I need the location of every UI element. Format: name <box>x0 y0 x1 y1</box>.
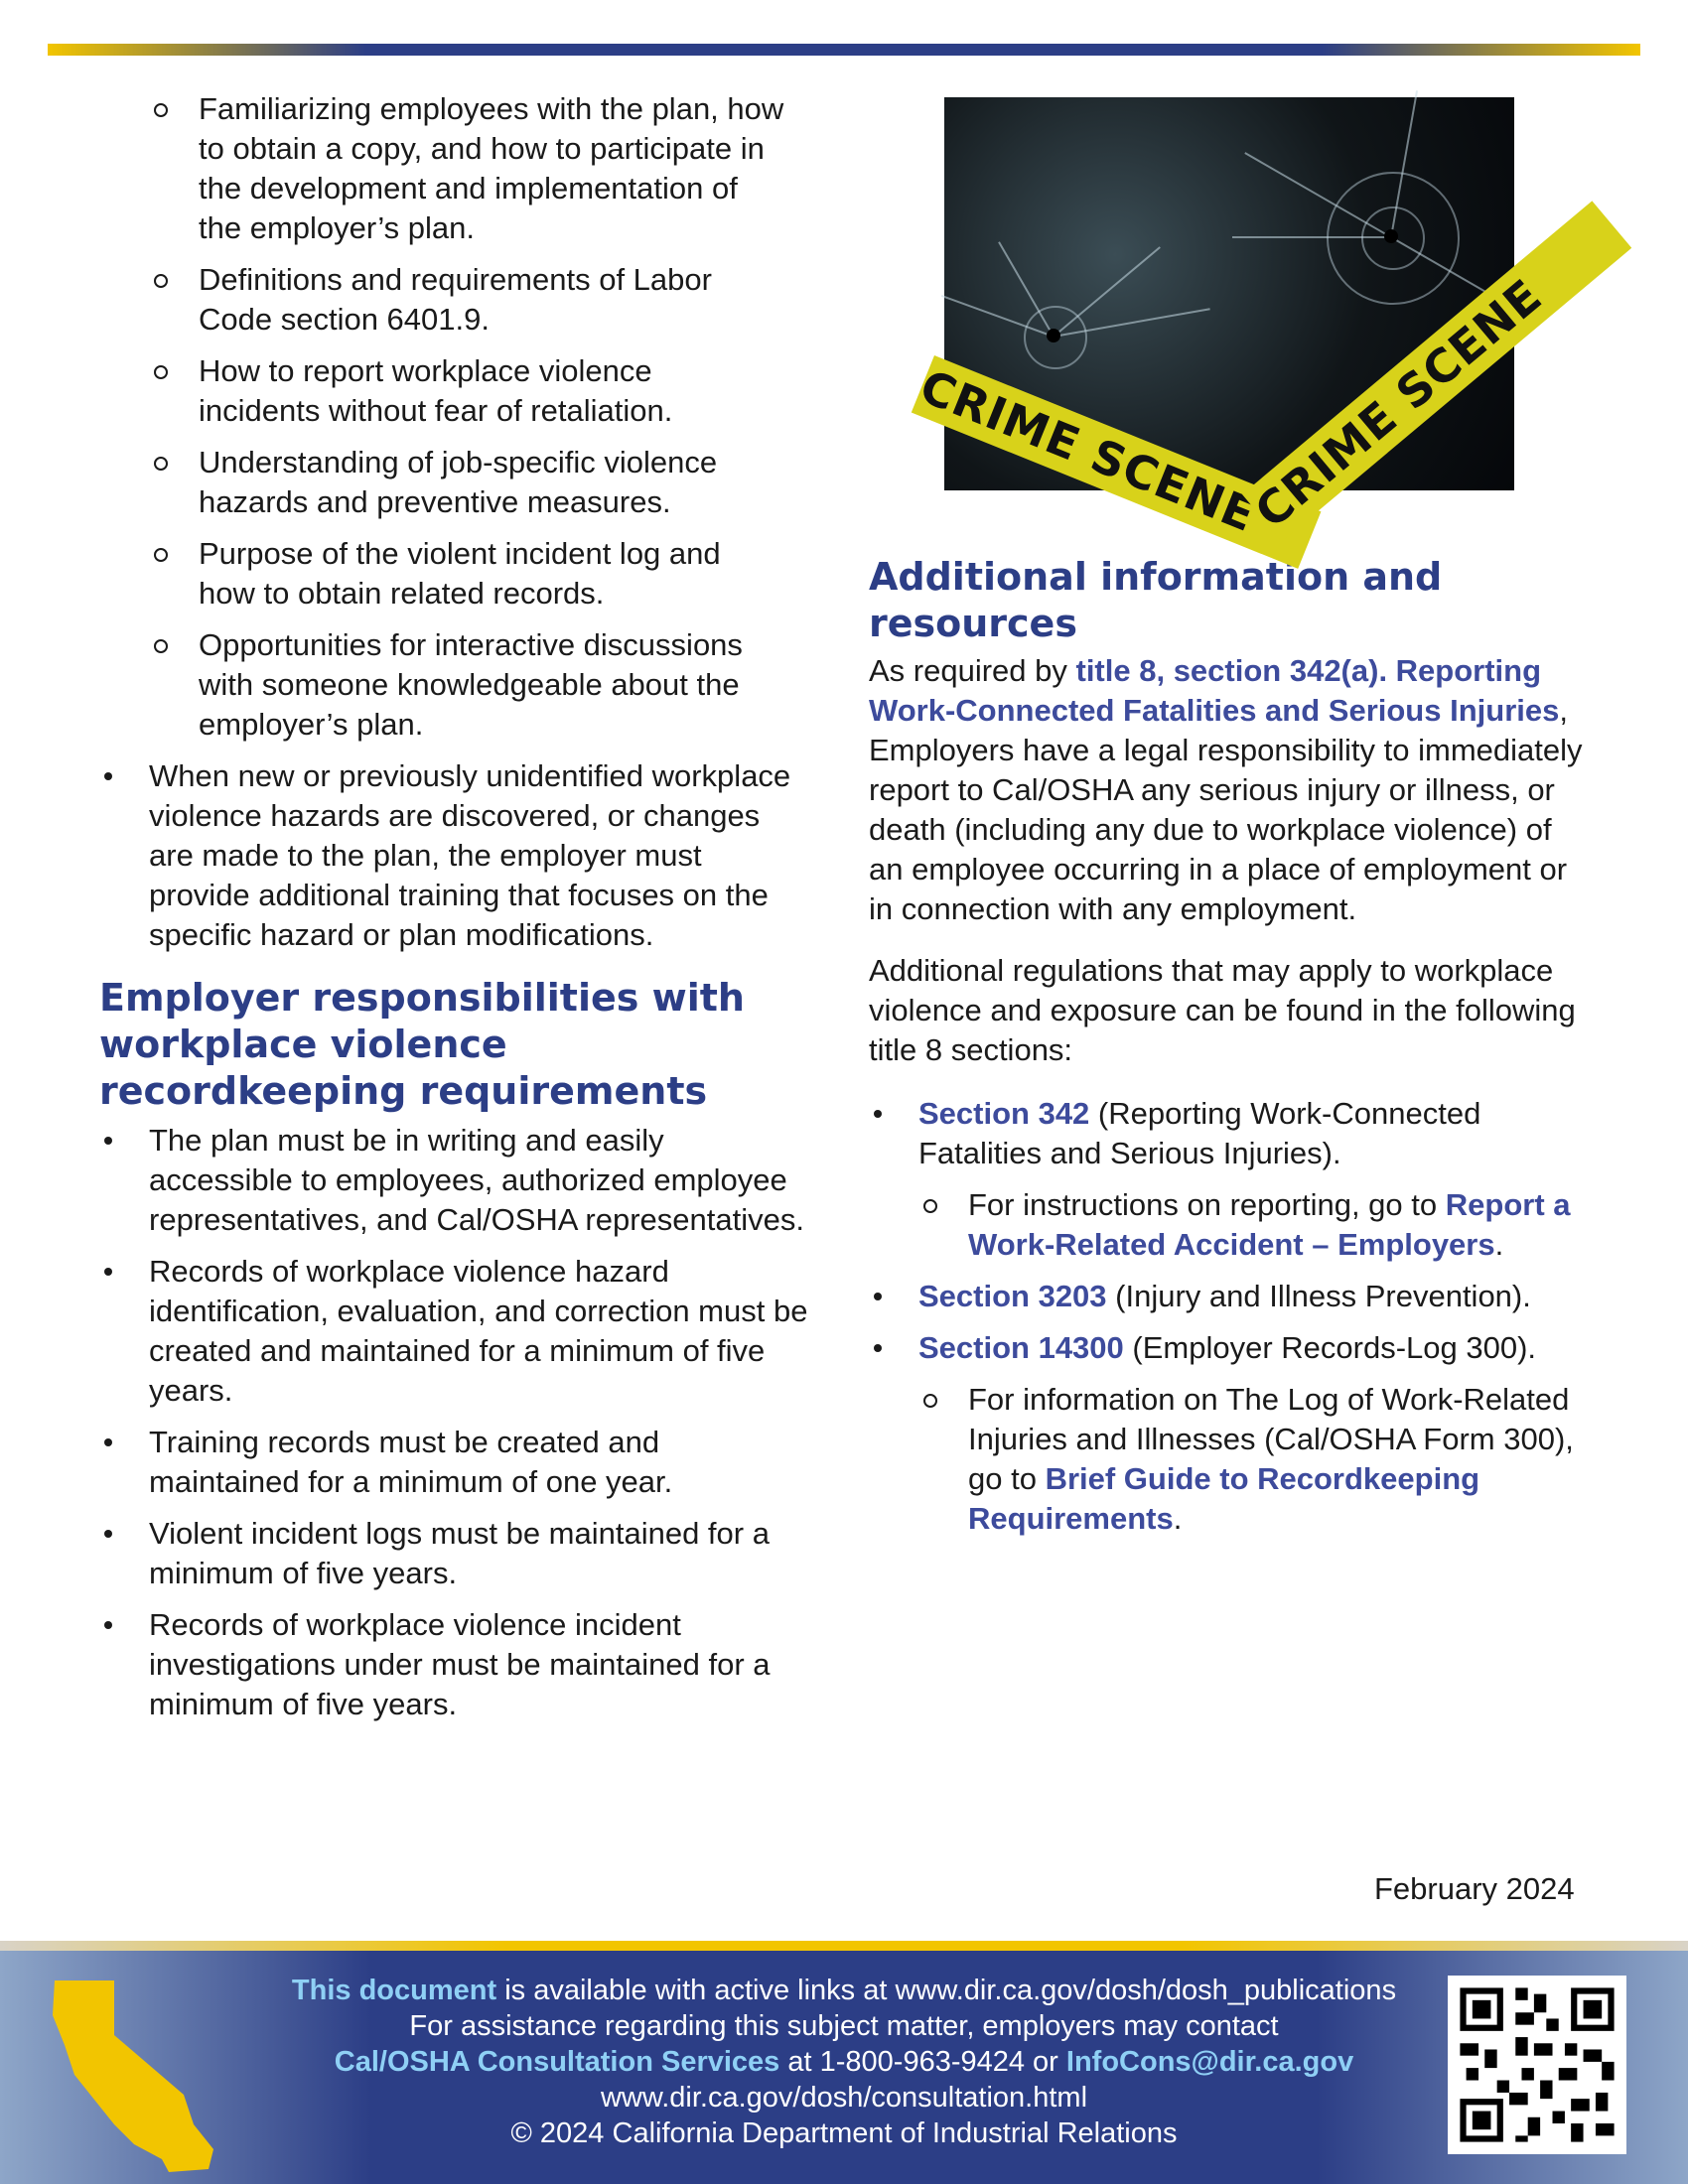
list-item: Purpose of the violent incident log and how to obtain related records. <box>99 534 774 614</box>
list-item: Training records must be created and maintained for a minimum of one year. <box>99 1423 745 1502</box>
qr-code-icon[interactable] <box>1448 1976 1626 2154</box>
section-3203-link[interactable]: Section 3203 <box>918 1279 1107 1313</box>
regulations-paragraph: Additional regulations that may apply to workplace violence and exposure can be found in the following title 8 sections: <box>869 953 1576 1067</box>
section-342-link[interactable]: Section 342 <box>918 1096 1090 1131</box>
regulations-list <box>869 1094 1604 1539</box>
recordkeeping-guide-link[interactable]: Brief Guide to Recordkeeping Requirements <box>968 1461 1480 1536</box>
list-item: When new or previously unidentified workplace violence hazards are discovered, or changes are made to the plan, the employer must provide additional training that focuses on the specific hazard or plan modifications. <box>99 756 809 955</box>
list-item: For information on The Log of Work-Related Injuries and Illnesses (Cal/OSHA Form 300), go to Brief Guide to Recordkeeping Requirements. <box>918 1380 1604 1539</box>
crime-scene-tape: CRIME SCENE <box>1242 201 1631 541</box>
publication-date: February 2024 <box>1374 1871 1575 1906</box>
list-item: Familiarizing employees with the plan, how to obtain a copy, and how to participate in the development and implementation of the employer’s plan. <box>99 89 784 248</box>
top-accent-bar <box>48 44 1640 56</box>
footer <box>0 1951 1688 2184</box>
list-item: Section 3203 (Injury and Illness Prevention). <box>869 1277 1604 1316</box>
reporting-paragraph: As required by title 8, section 342(a). Reporting Work-Connected Fatalities and Serious Injuries, Employers have a legal responsibility to immediately report to Cal/OSHA any serious injury or illness, or death (including any due to workplace violence) of an employee occurring in a place of employment or in connection with any employment. <box>869 653 1583 926</box>
bullet-hole <box>1047 329 1060 342</box>
right-column <box>869 97 1604 1551</box>
list-item: Records of workplace violence hazard identification, evaluation, and correction must be created and maintained for a minimum of five years. <box>99 1252 824 1411</box>
training-topics-list <box>99 89 824 745</box>
new-hazards-list <box>99 756 824 955</box>
report-accident-link[interactable]: Report a Work-Related Accident – Employers <box>968 1187 1571 1262</box>
list-item: The plan must be in writing and easily accessible to employees, authorized employee representatives, and Cal/OSHA representatives. <box>99 1121 809 1240</box>
list-item: Records of workplace violence incident investigations under must be maintained for a minimum of five years. <box>99 1605 824 1724</box>
list-item: How to report workplace violence incidents without fear of retaliation. <box>99 351 774 431</box>
section-heading: Employer responsibilities with workplace violence recordkeeping requirements <box>99 976 745 1113</box>
crime-scene-photo <box>913 97 1553 543</box>
bullet-hole <box>1384 229 1398 243</box>
list-item: Opportunities for interactive discussions with someone knowledgeable about the employer’s plan. <box>99 625 794 745</box>
list-item: Definitions and requirements of Labor Code section 6401.9. <box>99 260 774 340</box>
list-item: Section 342 (Reporting Work-Connected Fatalities and Serious Injuries). For instructions on reporting, go to Report a Work-Related Accident – Employers. <box>869 1094 1604 1265</box>
crime-scene-tape: CRIME SCENE <box>912 355 1322 569</box>
title8-section342-link[interactable]: title 8, section 342(a). Reporting Work-Connected Fatalities and Serious Injuries <box>869 653 1560 728</box>
list-item: Violent incident logs must be maintained for a minimum of five years. <box>99 1514 824 1593</box>
california-map-icon <box>45 1976 233 2174</box>
recordkeeping-list <box>99 1121 824 1724</box>
list-item: Section 14300 (Employer Records-Log 300). For information on The Log of Work-Related Injuries and Illnesses (Cal/OSHA Form 300), go to Brief Guide to Recordkeeping Requirements. <box>869 1328 1604 1539</box>
section-14300-link[interactable]: Section 14300 <box>918 1330 1124 1365</box>
section-heading: Additional information and resources <box>869 555 1443 645</box>
footer-accent-stripe <box>0 1941 1688 1951</box>
list-item: For instructions on reporting, go to Report a Work-Related Accident – Employers. <box>918 1185 1604 1265</box>
footer-text: This document is available with active links at www.dir.ca.gov/dosh/dosh_publications For assistance regarding this subject matter, employers may contact Cal/OSHA Consultation Services at 1-800-963-9424 or InfoCons@dir.ca.gov www.dir.ca.gov/dosh/consultation.html © 2024 California Department of Industrial Relations <box>291 1975 1397 2149</box>
list-item: Understanding of job-specific violence hazards and preventive measures. <box>99 443 774 522</box>
left-column <box>99 89 824 1736</box>
